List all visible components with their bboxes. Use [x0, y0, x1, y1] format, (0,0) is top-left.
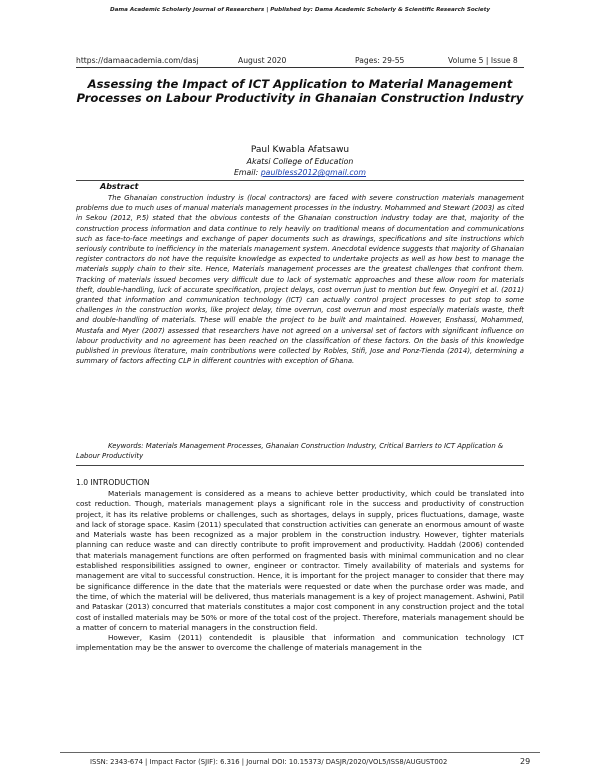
section-heading-introduction: 1.0 INTRODUCTION — [76, 478, 150, 487]
journal-url[interactable]: https://damaacademia.com/dasj — [76, 56, 199, 65]
issue-date: August 2020 — [238, 56, 287, 65]
introduction-body — [76, 489, 524, 654]
email-label: Email: — [233, 168, 259, 177]
header-divider — [76, 67, 524, 68]
author-affiliation: Akatsi College of Education — [246, 157, 354, 166]
abstract-text: The Ghanaian construction industry is (local contractors) are faced with severe construction materials management problems due to much uses of manual materials management processes in the industry. Mohammed and Stewart (2003) as cited in Sekou (2012, P.5) stated that the obvious contests of the Ghanaian construction industry today are that, majority of the construction process information and data continue to rely heavily on traditional means of documentation and communications such as face-to-face meetings and exchange of paper documents such as drawings, specifications and site instructions which seriously contribute to inefficiency in the materials management system. Anecdotal evidence suggests that majority of Ghanaian register contractors do not have the requisite knowledge as expected to undertake projects as well as how best to manage the materials supply chain to their site. Hence, Materials management processes are the greatest challenges that confront them. Tracking of materials issued becomes very difficult due to lack of systematic approaches and these allow room for materials theft, double-handling, luck of accurate specification, project delays, cost overrun just to mention but few. Onyegiri et al. (2011) granted that information and communication technology (ICT) can actually control project processes to put stop to some challenges in the construction works, like project delay, time overrun, cost overrun and most especially materials waste, theft and double-handling of materials. These will enable the project to be built and maintained. However, Enshassi, Mohammed, Mustafa and Myer (2007) assessed that researchers have not agreed on a universal set of factors with significant influence on labour productivity and no agreement has been reached on the classification of these factors. On the basis of this knowledge published in previous literature, main contributions were collected by Robles, Stifi, Jose and Ponz-Tienda (2014), determining a summary of factors affecting CLP in different countries with exception of Ghana. — [76, 194, 524, 366]
keywords: Keywords: Materials Management Processes, Ghanaian Construction Industry, Critical Barriers to ICT Application & Labour Productivity — [76, 442, 504, 461]
footer-issn: ISSN: 2343-674 | Impact Factor (SJIF): 6.316 | Journal DOI: 10.15373/ DASJR/2020/VOL5/ISS8/AUGUST002 — [90, 758, 448, 766]
author-email-link[interactable]: paulbless2012@gmail.com — [260, 168, 367, 177]
footer-divider — [60, 752, 540, 753]
author-name: Paul Kwabla Afatsawu — [250, 145, 350, 155]
paper-title: Assessing the Impact of ICT Application to Material Management Processes on Labour Productivity in Ghanaian Construction Industry — [76, 77, 524, 105]
volume-issue: Volume 5 | Issue 8 — [448, 56, 518, 65]
body-paragraph: However, Kasim (2011) contendedit is plausible that information and communication technology ICT implementation may be the answer to overcome the challenge of materials management in the — [76, 633, 524, 653]
abstract-heading: Abstract — [100, 182, 139, 191]
author-email-line — [0, 168, 600, 177]
body-paragraph: Materials management is considered as a means to achieve better productivity, which could be translated into cost reduction. Though, materials management plays a significant role in the success and productivity of construction project, it has its relative problems or challenges, such as shortages, delays in supply, prices fluctuations, damage, waste and lack of storage space. Kasim (2011) speculated that construction activities can generate an enormous amount of waste and Materials waste has been recognized as a major problem in the construction industry. However, tighter materials planning can reduce waste and can directly contribute to profit improvement and productivity. Haddah (2006) contended that materials management functions are often performed on fragmented basis with minimal communication and no clear established responsibilities assigned to owner, engineer or contractor. Timely availability of materials and systems for management are vital to successful construction. Hence, it is important for the project manager to consider that there may be significance difference in the date that the materials were requested or date when the purchase order was made, and the time, of which the material will be delivered, thus materials management is a key of project management. Ashwini, Patil and Pataskar (2013) concurred that materials constitutes a major cost component in any construction project and the total cost of installed materials may be 50% or more of the total cost of the project. Therefore, materials management should be a matter of concern to material managers in the construction field. — [76, 489, 524, 632]
journal-header: Dama Academic Scholarly Journal of Researchers | Published by: Dama Academic Scholarly & Scientific Research Society — [109, 7, 491, 13]
meta-row — [76, 56, 520, 66]
page-range: Pages: 29-55 — [355, 56, 405, 65]
page-number: 29 — [520, 757, 531, 766]
